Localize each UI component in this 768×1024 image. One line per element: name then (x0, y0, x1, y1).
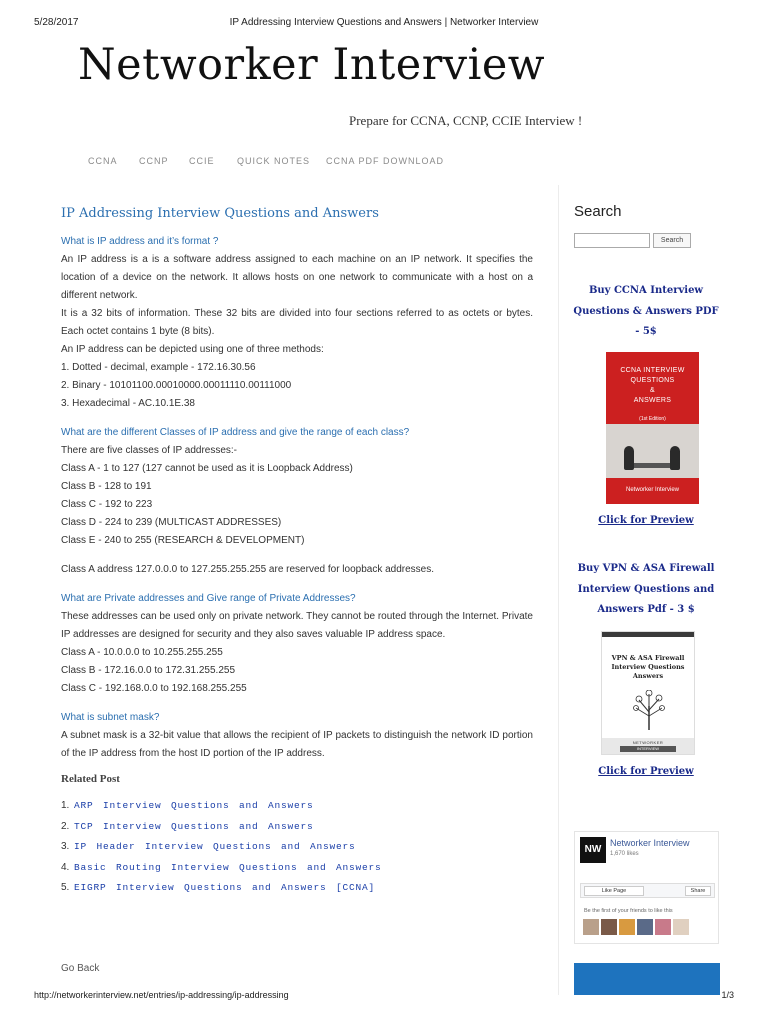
print-page-title: IP Addressing Interview Questions and Answers | Networker Interview (229, 17, 539, 28)
list-item: 3. IP Header Interview Questions and Answers (61, 841, 356, 852)
list-item: 3. Hexadecimal - AC.10.1E.38 (61, 398, 195, 409)
nav-item-ccna[interactable]: CCNA (88, 156, 118, 166)
avatar[interactable] (673, 919, 689, 935)
question-private-addresses: What are Private addresses and Give range of Private Addresses? (61, 593, 356, 604)
related-link-eigrp[interactable]: EIGRP Interview Questions and Answers [CCNA] (74, 882, 376, 893)
vpn-asa-pdf-promo[interactable]: Buy VPN & ASA Firewall Interview Questions and Answers Pdf - 3 $ (577, 563, 715, 615)
nav-item-ccna-pdf-download[interactable]: CCNA PDF DOWNLOAD (326, 156, 445, 166)
search-heading: Search (574, 203, 622, 220)
avatar[interactable] (601, 919, 617, 935)
related-link-ip-header[interactable]: IP Header Interview Questions and Answers (74, 841, 356, 852)
facebook-page-widget (574, 831, 719, 944)
facebook-page-name[interactable]: Networker Interview (610, 838, 690, 848)
print-url: http://networkerinterview.net/entries/ip-addressing/ip-addressing (34, 990, 289, 1000)
like-page-button[interactable]: Like Page (584, 886, 644, 896)
avatar[interactable] (619, 919, 635, 935)
avatar[interactable] (655, 919, 671, 935)
related-posts-heading: Related Post (61, 773, 120, 785)
list-item: Class D - 224 to 239 (MULTICAST ADDRESSES) (61, 517, 282, 528)
list-item: 4. Basic Routing Interview Questions and Answers (61, 861, 382, 873)
page-logo[interactable]: NW (580, 837, 606, 863)
answer-text: There are five classes of IP addresses:- (61, 445, 238, 456)
ccna-preview-link[interactable]: Click for Preview (598, 515, 694, 526)
list-item: 2. Binary - 10101100.00010000.00011110.00111000 (61, 380, 292, 391)
nav-item-ccie[interactable]: CCIE (189, 156, 215, 166)
share-button[interactable]: Share (685, 886, 711, 896)
related-link-arp[interactable]: ARP Interview Questions and Answers (74, 800, 314, 811)
answer-text: An IP address can be depicted using one of three methods: (61, 344, 324, 355)
post-title[interactable]: IP Addressing Interview Questions and Answers (61, 206, 379, 221)
answer-text: A subnet mask is a 32-bit value that allows the recipient of IP packets to distinguish the network ID portion of the IP address from the host ID portion of the IP address. (61, 730, 533, 759)
list-item: 5. EIGRP Interview Questions and Answers [CCNA] (61, 882, 376, 893)
site-title[interactable]: Networker Interview (78, 40, 546, 90)
question-ip-classes: What are the different Classes of IP address and give the range of each class? (61, 427, 410, 438)
vpn-asa-preview-link[interactable]: Click for Preview (598, 766, 694, 777)
post-content (61, 206, 533, 899)
list-item: Class C - 192 to 223 (61, 499, 153, 510)
answer-text: These addresses can be used only on private network. They cannot be routed through the Internet. Private IP addresses are designed for security and they also saves valuable IP address space. (61, 611, 533, 640)
tree-icon (632, 690, 666, 730)
answer-text: An IP address is a is a software address assigned to each machine on an IP network. It specifies the location of a device on the network. It allows hosts on one network to communicate with a host on a different network. (61, 254, 533, 301)
question-subnet-mask: What is subnet mask? (61, 712, 160, 723)
print-header (34, 17, 734, 31)
nav-item-ccnp[interactable]: CCNP (139, 156, 169, 166)
site-tagline: Prepare for CCNA, CCNP, CCIE Interview ! (349, 113, 583, 128)
print-footer (34, 990, 734, 1004)
question-ip-address: What is IP address and it’s format ? (61, 236, 219, 247)
list-item: Class A - 1 to 127 (127 cannot be used as it is Loopback Address) (61, 463, 353, 474)
print-date: 5/28/2017 (34, 17, 79, 28)
list-item: 2. TCP Interview Questions and Answers (61, 820, 314, 832)
related-link-basic-routing[interactable]: Basic Routing Interview Questions and Answers (74, 861, 382, 873)
list-item: 1. Dotted - decimal, example - 172.16.30.56 (61, 362, 256, 373)
go-back-link[interactable]: Go Back (61, 963, 100, 974)
related-posts-list (61, 796, 533, 899)
answer-note: Class A address 127.0.0.0 to 127.255.255.255 are reserved for loopback addresses. (61, 564, 435, 575)
ccna-pdf-promo[interactable]: Buy CCNA Interview Questions & Answers PDF - 5$ (573, 285, 719, 337)
list-item: Class B - 172.16.0.0 to 172.31.255.255 (61, 665, 236, 676)
search-input[interactable] (574, 233, 650, 248)
search-button[interactable]: Search (653, 233, 691, 248)
sidebar (558, 185, 728, 995)
answer-text: It is a 32 bits of information. These 32 bits are divided into four sections referred to as octets or bytes. Each octet contains 1 byte (8 bits). (61, 308, 533, 337)
nav-item-quick-notes[interactable]: QUICK NOTES (237, 156, 311, 166)
vpn-asa-book-cover-image[interactable]: VPN & ASA Firewall Interview Questions Answers NETWORKER INTERVIEW (601, 631, 695, 755)
print-page-number: 1/3 (721, 990, 734, 1000)
list-item: Class E - 240 to 255 (RESEARCH & DEVELOPMENT) (61, 535, 305, 546)
avatar[interactable] (637, 919, 653, 935)
facebook-like-count: 1,670 likes (610, 851, 639, 857)
list-item: Class C - 192.168.0.0 to 192.168.255.255 (61, 683, 247, 694)
related-link-tcp[interactable]: TCP Interview Questions and Answers (74, 820, 314, 832)
list-item: 1. ARP Interview Questions and Answers (61, 800, 314, 811)
ccna-book-cover-image[interactable]: CCNA INTERVIEW QUESTIONS & ANSWERS (1st Edition) Networker Interview (606, 352, 699, 504)
list-item: Class A - 10.0.0.0 to 10.255.255.255 (61, 647, 223, 658)
friends-like-text: Be the first of your friends to like this (584, 908, 673, 914)
book-cover-photo (606, 424, 699, 478)
list-item: Class B - 128 to 191 (61, 481, 152, 492)
avatar[interactable] (583, 919, 599, 935)
